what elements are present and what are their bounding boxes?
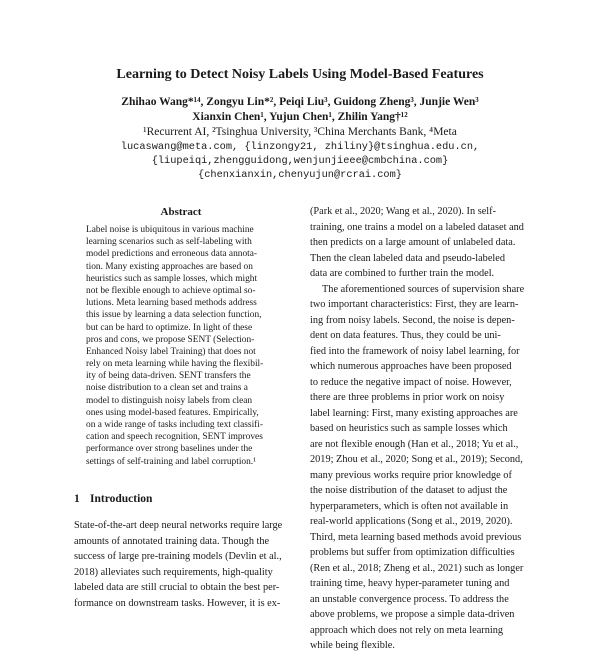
body-line: ing from noisy labels. Second, the noise is depen- — [310, 314, 515, 326]
email-line-3: {chenxianxin,chenyujun@rcrai.com} — [198, 169, 402, 181]
body-line: real-world applications (Song et al., 2019, 2020). — [310, 516, 513, 527]
abstract-line: settings of self-training and label corruption.¹ — [86, 456, 256, 467]
body-line: (Park et al., 2020; Wang et al., 2020). In self- — [310, 206, 496, 217]
body-line: based on heuristics such as sample losses which — [310, 423, 508, 434]
intro-line: labeled data are still crucial to obtain the best per- — [74, 582, 280, 593]
abstract-line: this issue by learning a data selection function, — [86, 310, 262, 321]
abstract-line: performance over strong baselines under the — [86, 444, 253, 455]
body-line: there are three problems in prior work on noisy — [310, 392, 505, 403]
body-line: The aforementioned sources of supervision share — [322, 283, 525, 295]
intro-line: success of large pre-training models (Devlin et al., — [74, 551, 282, 562]
abstract-line: cation and speech recognition, SENT improves — [86, 432, 263, 443]
body-line: label learning: First, many existing approaches are — [310, 407, 518, 419]
body-line: (Ren et al., 2018; Zheng et al., 2021) such as longer — [310, 562, 524, 574]
abstract-line: lutions. Meta learning based methods address — [86, 298, 257, 309]
body-line: two important characteristics: First, they are learn- — [310, 299, 519, 310]
abstract-line: tion. Many existing approaches are based on — [86, 261, 253, 272]
body-line: many previous works require prior knowledge of — [310, 469, 512, 481]
abstract-line: noise distribution to a clean set and trains a — [86, 383, 248, 394]
body-line: problems but suffer from optimization difficulties — [310, 547, 515, 558]
body-line: data are combined to further train the model. — [310, 268, 495, 279]
affiliations: ¹Recurrent AI, ²Tsinghua University, ³China Merchants Bank, ⁴Meta — [143, 126, 457, 138]
section-title: Introduction — [90, 493, 153, 505]
section-heading-introduction — [74, 493, 152, 505]
abstract-line: but can be hard to optimize. In light of these — [86, 322, 253, 333]
abstract-line: heuristics such as sample losses, which might — [86, 273, 258, 284]
abstract-line: on a wide range of tasks including text classifi- — [86, 420, 264, 430]
abstract-line: Label noise is ubiquitous in various machine — [86, 225, 254, 235]
body-line: the noise distribution of the dataset to adjust the — [310, 485, 508, 496]
intro-line: State-of-the-art deep neural networks require large — [74, 520, 283, 531]
abstract-heading: Abstract — [160, 206, 202, 218]
body-line: an unstable convergence process. To address the — [310, 593, 509, 605]
body-line: while being flexible. — [310, 640, 395, 651]
body-line: training time, heavy hyper-parameter tuning and — [310, 578, 510, 589]
abstract-line: ones using model-based features. Empirically, — [86, 407, 259, 418]
abstract-line: not be flexible enough to achieve optimal so- — [86, 285, 256, 296]
body-line: above problems, we propose a simple data-driven — [310, 609, 515, 620]
paper-title: Learning to Detect Noisy Labels Using Model-Based Features — [116, 67, 484, 82]
abstract-line: pros and cons, we propose SENT (Selection- — [86, 334, 255, 345]
abstract-line: learning scenarios such as self-labeling with — [86, 237, 252, 248]
body-line: to reduce the negative impact of noise. However, — [310, 376, 512, 388]
body-line: fied into the framework of noisy label learning, for — [310, 345, 520, 357]
body-line: training, one trains a model on a labeled dataset and — [310, 221, 524, 233]
author-line-2: Xianxin Chen¹, Yujun Chen¹, Zhilin Yang†¹² — [192, 111, 408, 123]
abstract-line: model predictions and erroneous data annota- — [86, 249, 258, 260]
intro-left-column — [74, 518, 299, 611]
body-line: which numerous approaches have been proposed — [310, 361, 512, 372]
body-line: Then the clean labeled data and pseudo-labeled — [310, 252, 505, 264]
body-line: hyperparameters, which is often not available in — [310, 500, 509, 512]
body-line: are not flexible enough (Han et al., 2018; Yu et al., — [310, 438, 519, 450]
abstract-line: model to distinguish noisy labels from clean — [86, 395, 253, 406]
body-line: approach which does not rely on meta learning — [310, 624, 504, 636]
abstract-line: Enhanced Noisy label Training) that does not — [86, 346, 256, 357]
abstract-line: ity of being data-driven. SENT transfers the — [86, 371, 251, 382]
email-line-1: lucaswang@meta.com, {linzongy21, zhiliny}@tsinghua.edu.cn, — [120, 141, 480, 153]
body-line: then predicts on a large amount of unlabeled data. — [310, 237, 516, 248]
intro-line: amounts of annotated training data. Though the — [74, 535, 270, 547]
section-number: 1 — [74, 493, 80, 505]
intro-line: formance on downstream tasks. However, it is ex- — [74, 597, 281, 609]
author-line-1: Zhihao Wang*¹⁴, Zongyu Lin*², Peiqi Liu³, Guidong Zheng³, Junjie Wen³ — [121, 96, 479, 108]
body-line: Third, meta learning based methods avoid previous — [310, 531, 522, 543]
body-line: dent on data features. Thus, they could be uni- — [310, 330, 501, 341]
email-line-2: {liupeiqi,zhengguidong,wenjunjieee@cmbchina.com} — [151, 155, 449, 167]
abstract-body — [86, 224, 286, 468]
abstract-line: rely on meta learning while having the flexibil- — [86, 359, 264, 370]
body-line: 2019; Zhou et al., 2020; Song et al., 2019); Second, — [310, 454, 523, 465]
intro-line: 2018) alleviates such requirements, high-quality — [74, 566, 273, 578]
right-column — [310, 204, 535, 654]
